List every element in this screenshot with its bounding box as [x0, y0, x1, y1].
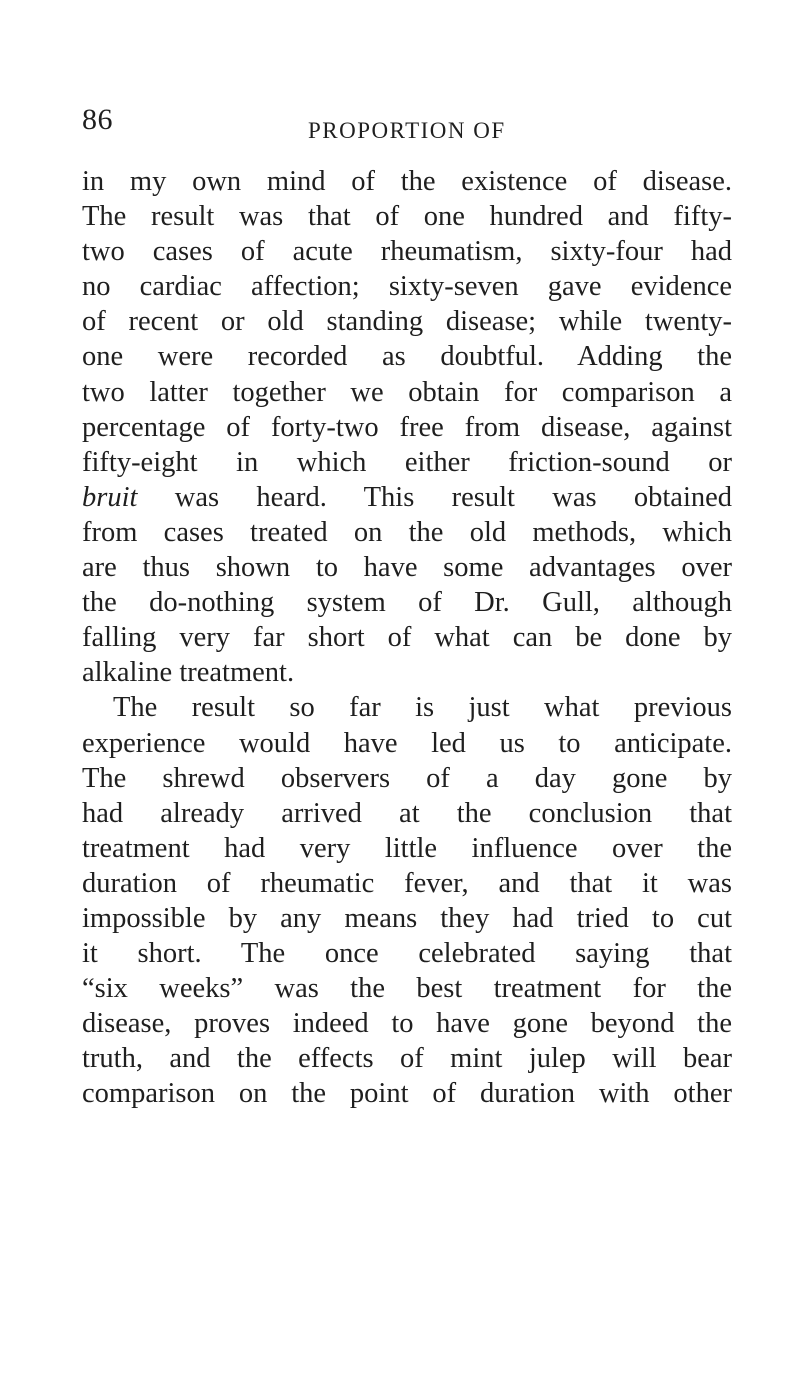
running-head: PROPORTION OF — [308, 118, 506, 143]
text-line: two latter together we obtain for comparison a — [82, 376, 732, 408]
text-line: The shrewd observers of a day gone by — [82, 762, 732, 794]
text-line: “six weeks” was the best treatment for the — [82, 973, 732, 1005]
text-segment: was heard. This result was obtained — [174, 481, 733, 513]
text-line: from cases treated on the old methods, which — [82, 516, 732, 548]
text-line: duration of rheumatic fever, and that it was — [82, 867, 732, 899]
text-line: comparison on the point of duration with other — [82, 1078, 732, 1110]
text-line: alkaline treatment. — [82, 657, 295, 689]
text-line: falling very far short of what can be done by — [82, 622, 732, 654]
text-line: no cardiac affection; sixty-seven gave evidence — [82, 271, 732, 303]
text-line: fifty-eight in which either friction-sound or — [82, 446, 732, 478]
text-line: The result so far is just what previous — [113, 692, 732, 724]
body-text — [82, 164, 732, 1112]
italic-word: bruit — [82, 481, 138, 513]
text-line: disease, proves indeed to have gone beyond the — [82, 1008, 732, 1040]
text-line: impossible by any means they had tried to cut — [82, 902, 732, 934]
text-line: one were recorded as doubtful. Adding the — [82, 341, 732, 373]
text-line: two cases of acute rheumatism, sixty-four had — [82, 236, 732, 268]
text-line: truth, and the effects of mint julep will bear — [82, 1043, 732, 1075]
text-line: had already arrived at the conclusion that — [82, 797, 732, 829]
text-line: percentage of forty-two free from disease, against — [82, 411, 732, 443]
text-line-with-italic — [82, 480, 732, 515]
text-line: treatment had very little influence over the — [82, 832, 732, 864]
text-line: it short. The once celebrated saying that — [82, 938, 732, 970]
text-line: the do-nothing system of Dr. Gull, although — [82, 587, 732, 619]
text-line: are thus shown to have some advantages over — [82, 552, 732, 584]
text-line: The result was that of one hundred and fifty- — [82, 201, 732, 233]
text-line: of recent or old standing disease; while twenty- — [82, 306, 732, 338]
text-line: experience would have led us to anticipate. — [82, 727, 732, 759]
page-number: 86 — [82, 103, 113, 136]
text-line: in my own mind of the existence of disease. — [82, 166, 732, 197]
